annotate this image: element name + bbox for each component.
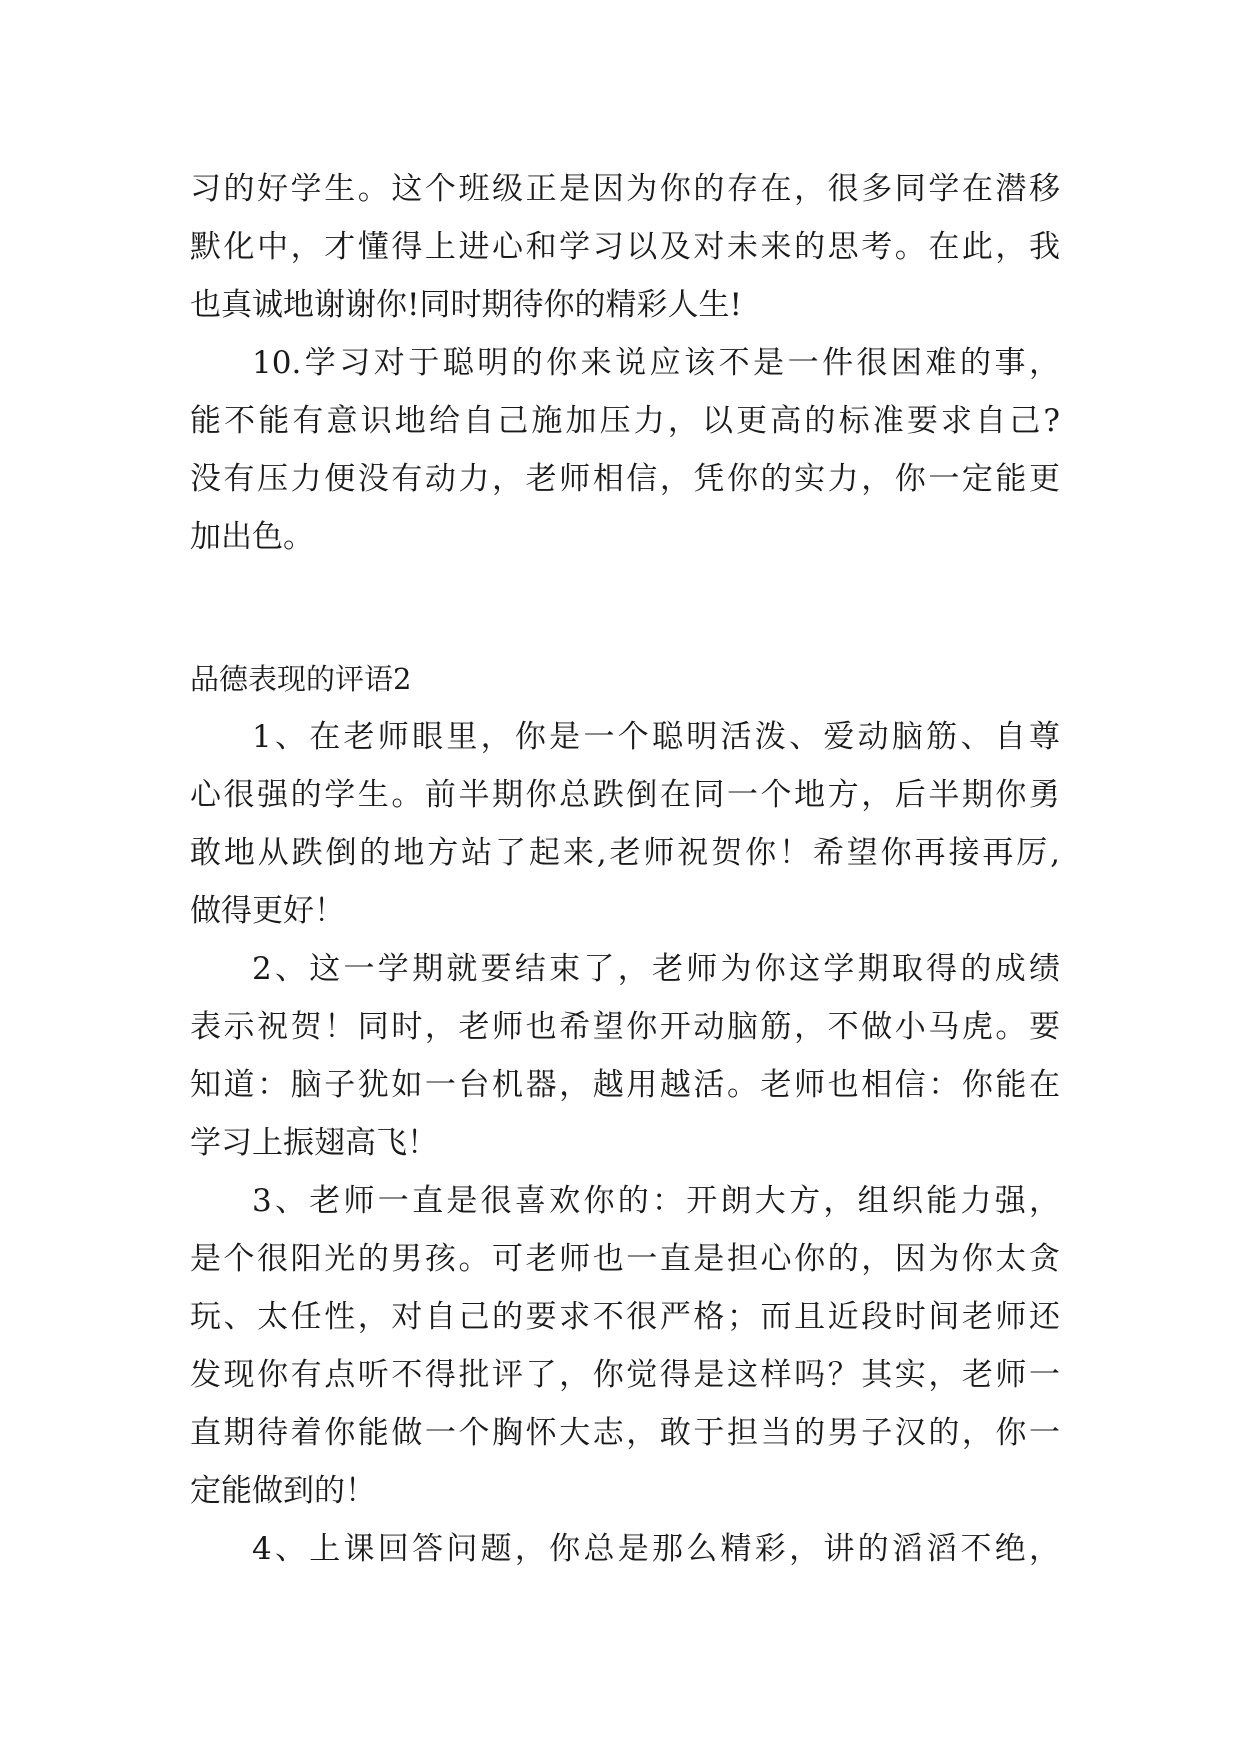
text-line: 学习上振翅高飞！ [190,1125,438,1161]
text-line: 心很强的学生。前半期你总跌倒在同一个地方，后半期你勇 [190,777,1060,813]
section-heading: 品德表现的评语2 [190,662,412,696]
paragraph-item-10 [190,334,1060,566]
document-body [190,160,1060,1578]
text-line: 能不能有意识地给自己施加压力，以更高的标准要求自己? [190,403,1060,439]
text-line: 知道：脑子犹如一台机器，越用越活。老师也相信：你能在 [190,1067,1060,1103]
text-line: 直期待着你能做一个胸怀大志，敢于担当的男子汉的，你一 [190,1415,1060,1451]
text-line: 定能做到的！ [190,1473,376,1509]
text-line: 默化中，才懂得上进心和学习以及对未来的思考。在此，我 [190,229,1060,265]
text-line: 10.学习对于聪明的你来说应该不是一件很困难的事， [252,345,1060,381]
paragraph-intro-continuation [190,160,1060,334]
text-line: 4、上课回答问题，你总是那么精彩，讲的滔滔不绝， [252,1531,1060,1567]
text-line: 也真诚地谢谢你!同时期待你的精彩人生! [190,287,742,323]
paragraph-item-3 [190,1172,1060,1520]
text-line: 习的好学生。这个班级正是因为你的存在，很多同学在潜移 [190,171,1060,207]
text-line: 做得更好！ [190,893,345,929]
paragraph-item-1 [190,708,1060,940]
text-line: 是个很阳光的男孩。可老师也一直是担心你的，因为你太贪 [190,1241,1060,1277]
text-line: 玩、太任性，对自己的要求不很严格；而且近段时间老师还 [190,1299,1060,1335]
text-line: 2、这一学期就要结束了，老师为你这学期取得的成绩 [252,951,1060,987]
text-line: 3、老师一直是很喜欢你的：开朗大方，组织能力强， [252,1183,1060,1219]
text-line: 敢地从跌倒的地方站了起来,老师祝贺你！希望你再接再厉, [190,835,1060,871]
text-line: 没有压力便没有动力，老师相信，凭你的实力，你一定能更 [190,461,1060,497]
text-line: 表示祝贺！同时，老师也希望你开动脑筋，不做小马虎。要 [190,1009,1060,1045]
paragraph-item-2 [190,940,1060,1172]
text-line: 1、在老师眼里，你是一个聪明活泼、爱动脑筋、自尊 [252,719,1060,755]
text-line: 加出色。 [190,519,314,555]
paragraph-item-4 [190,1520,1060,1578]
text-line: 发现你有点听不得批评了，你觉得是这样吗？其实，老师一 [190,1357,1060,1393]
